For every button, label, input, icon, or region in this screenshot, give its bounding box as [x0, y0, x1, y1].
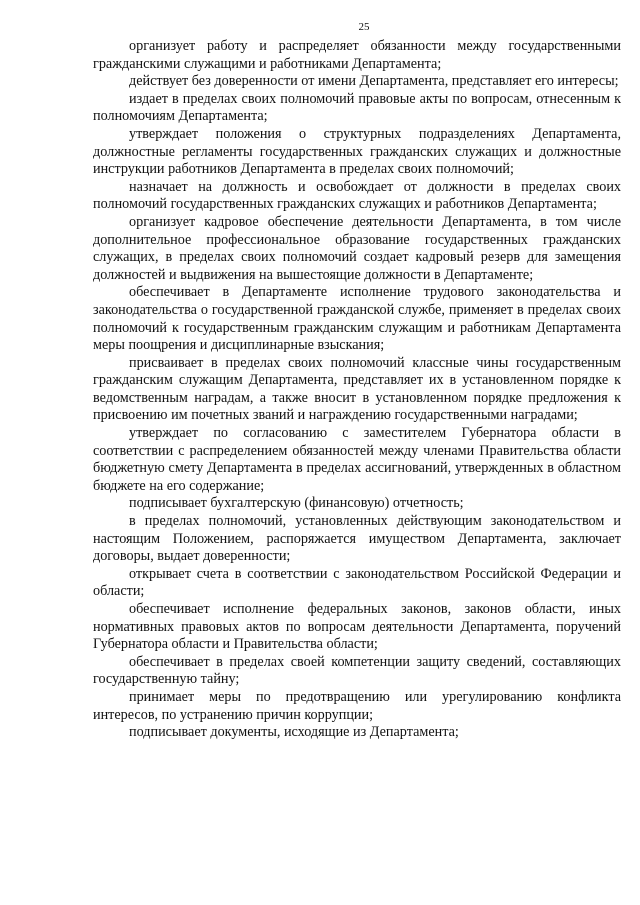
paragraph-8: присваивает в пределах своих полномочий классные чины государственным гражданским служащим Департамента, представляет их в установленном порядке к ведомственным наградам, а также вносит в установленном порядке предложения к присвоению им почетных званий и награждению государственными наградами; — [93, 354, 621, 424]
paragraph-10: подписывает бухгалтерскую (финансовую) отчетность; — [129, 495, 464, 512]
paragraph-6: организует кадровое обеспечение деятельности Департамента, в том числе дополнительное профессиональное образование государственных гражданских служащих, в пределах своих полномочий создает кадровый резерв для замещения должностей и выдвижения на вышестоящие должности в Департаменте; — [93, 213, 621, 283]
paragraph-9: утверждает по согласованию с заместителем Губернатора области в соответствии с распределением обязанностей между членами Правительства области бюджетную смету Департамента в пределах ассигнований, утвержденных в областном бюджете на его содержание; — [93, 425, 621, 494]
paragraph-14: обеспечивает в пределах своей компетенции защиту сведений, составляющих государственную тайну; — [93, 653, 621, 688]
paragraph-12: открывает счета в соответствии с законодательством Российской Федерации и области; — [93, 565, 621, 600]
paragraph-11: в пределах полномочий, установленных действующим законодательством и настоящим Положением, распоряжается имуществом Департамента, заключает договоры, выдает доверенности; — [93, 513, 621, 565]
paragraph-4: утверждает положения о структурных подразделениях Департамента, должностные регламенты государственных гражданских служащих и должностные инструкции работников Департамента в пределах своих полномочий; — [93, 125, 621, 178]
page-number: 25 — [358, 21, 370, 33]
paragraph-1: организует работу и распределяет обязанности между государственными гражданскими служащими и работниками Департамента; — [93, 38, 621, 72]
paragraph-5: назначает на должность и освобождает от должности в пределах своих полномочий государственных гражданских служащих и работников Департамента; — [93, 178, 621, 213]
paragraph-2: действует без доверенности от имени Департамента, представляет его интересы; — [129, 73, 619, 90]
document-page — [93, 20, 621, 742]
paragraph-7: обеспечивает в Департаменте исполнение трудового законодательства и законодательства о государственной гражданской службе, применяет в пределах своих полномочий к государственным гражданским служащим и работникам Департамента меры поощрения и дисциплинарные взыскания; — [93, 284, 621, 354]
paragraph-16: подписывает документы, исходящие из Департамента; — [129, 724, 459, 741]
paragraph-13: обеспечивает исполнение федеральных законов, законов области, иных нормативных правовых актов по вопросам деятельности Департамента, поручений Губернатора области и Правительства области; — [93, 601, 621, 653]
paragraph-15: принимает меры по предотвращению или урегулированию конфликта интересов, по устранению причин коррупции; — [93, 688, 621, 723]
paragraph-3: издает в пределах своих полномочий правовые акты по вопросам, отнесенным к полномочиям Департамента; — [93, 90, 621, 125]
